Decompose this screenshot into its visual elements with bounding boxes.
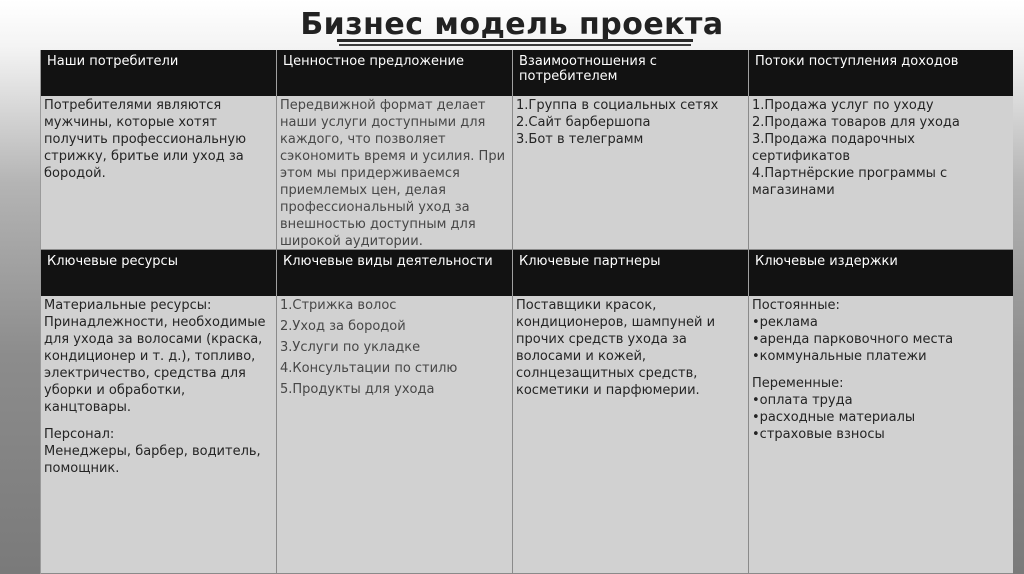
activities-item: 4.Консультации по стилю (280, 361, 458, 376)
header-revenue: Потоки поступления доходов (749, 50, 1013, 96)
cell-relationships (513, 96, 749, 250)
resources-staff-label: Персонал: (44, 427, 115, 442)
title-underline (337, 39, 693, 42)
cell-customers (41, 96, 277, 250)
header-value-proposition: Ценностное предложение (277, 50, 513, 96)
costs-variable-label: Переменные: (752, 376, 844, 391)
partners-text: Поставщики красок, кондиционеров, шампуней и прочих средств ухода за волосами и кожей, солнцезащитных средств, косметики и парфюмерии. (516, 298, 716, 398)
cell-value-proposition (277, 96, 513, 250)
header-key-partners: Ключевые партнеры (513, 250, 749, 296)
cell-key-costs (749, 296, 1013, 574)
header-relationships: Взаимоотношения с потребителем (513, 50, 749, 96)
activities-item: 5.Продукты для ухода (280, 382, 435, 397)
header-key-activities: Ключевые виды деятельности (277, 250, 513, 296)
relationships-item: 2.Сайт барбершопа (516, 115, 651, 130)
cell-key-activities (277, 296, 513, 574)
cell-key-resources (41, 296, 277, 574)
resources-material-text: Принадлежности, необходимые для ухода за волосами (краска, кондиционер и т. д.), топливо, электричество, средства для уборки и обработки, канцтовары. (44, 315, 266, 415)
revenue-item: 4.Партнёрские программы с магазинами (752, 166, 948, 198)
costs-fixed-item: •аренда парковочного места (752, 332, 954, 347)
title-underline-secondary (339, 44, 691, 46)
resources-material-label: Материальные ресурсы: (44, 298, 212, 313)
costs-variable-item: •расходные материалы (752, 410, 916, 425)
customers-text: Потребителями являются мужчины, которые хотят получить профессиональную стрижку, бритье или уход за бородой. (44, 98, 247, 181)
header-customers: Наши потребители (41, 50, 277, 96)
cell-key-partners (513, 296, 749, 574)
costs-variable-item: •страховые взносы (752, 427, 885, 442)
header-key-resources: Ключевые ресурсы (41, 250, 277, 296)
business-model-table (40, 50, 1012, 574)
header-key-costs: Ключевые издержки (749, 250, 1013, 296)
activities-item: 2.Уход за бородой (280, 319, 406, 334)
activities-item: 3.Услуги по укладке (280, 340, 421, 355)
page-title: Бизнес модель проекта (300, 7, 724, 42)
value-proposition-text: Передвижной формат делает наши услуги доступными для каждого, что позволяет сэкономить время и усилия. При этом мы придерживаемся приемлемых цен, делая профессиональный уход за внешностью доступным для широкой аудитории. (280, 98, 506, 249)
costs-fixed-item: •реклама (752, 315, 818, 330)
resources-staff-text: Менеджеры, барбер, водитель, помощник. (44, 444, 261, 476)
costs-fixed-item: •коммунальные платежи (752, 349, 927, 364)
revenue-item: 2.Продажа товаров для ухода (752, 115, 960, 130)
costs-fixed-label: Постоянные: (752, 298, 840, 313)
costs-variable-item: •оплата труда (752, 393, 853, 408)
spacer (44, 416, 271, 426)
spacer (752, 365, 1008, 375)
activities-item: 1.Стрижка волос (280, 298, 397, 313)
relationships-item: 3.Бот в телеграмм (516, 132, 644, 147)
revenue-item: 1.Продажа услуг по уходу (752, 98, 934, 113)
cell-revenue (749, 96, 1013, 250)
revenue-item: 3.Продажа подарочных сертификатов (752, 132, 915, 164)
relationships-item: 1.Группа в социальных сетях (516, 98, 719, 113)
